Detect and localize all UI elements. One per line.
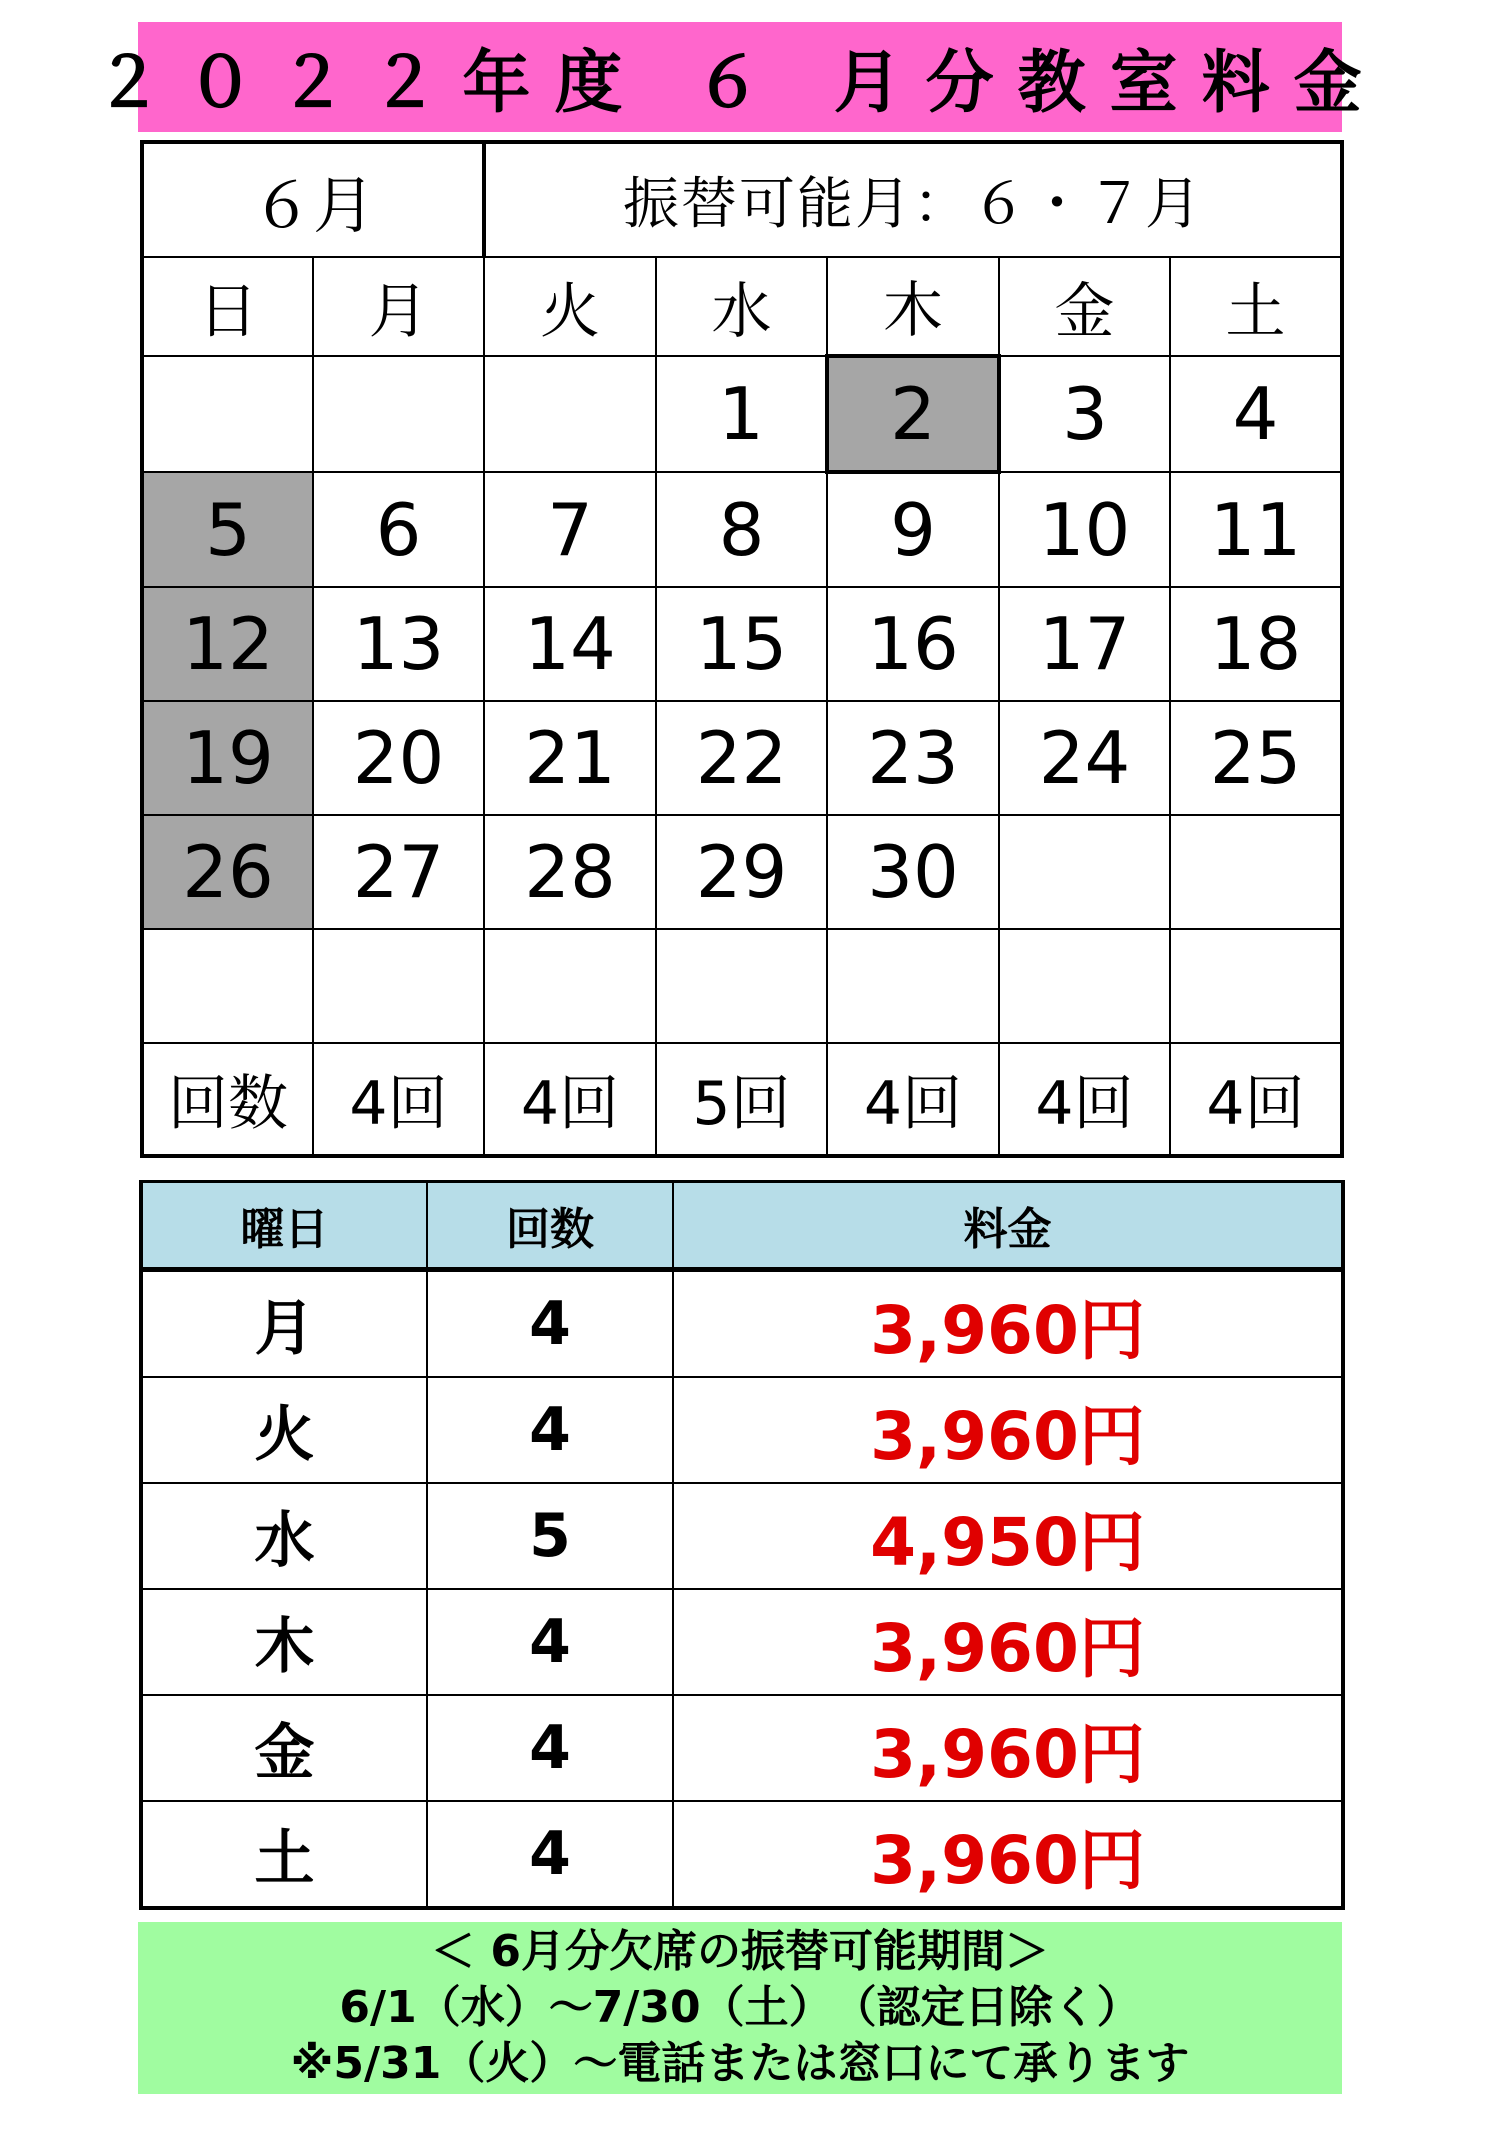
row-price: 3,960円: [673, 1801, 1343, 1908]
day-cell: 17: [999, 587, 1170, 701]
day-cell: [484, 929, 656, 1043]
header-fee: 料金: [673, 1182, 1343, 1270]
note-contact: ※5/31（火）～電話または窓口にて承ります: [290, 2038, 1190, 2089]
row-count: 4: [427, 1801, 673, 1908]
day-cell: 30: [827, 815, 999, 929]
day-cell: 1: [656, 356, 827, 472]
day-cell: [484, 356, 656, 472]
day-cell: 22: [656, 701, 827, 815]
day-cell: 6: [313, 472, 484, 587]
table-row: [141, 1589, 1343, 1695]
day-cell: 15: [656, 587, 827, 701]
note-period: 6/1（水）～7/30（土） （認定日除く）: [339, 1982, 1141, 2033]
day-cell: 9: [827, 472, 999, 587]
transfer-months: 振替可能月：６・７月: [484, 142, 1342, 257]
count-label: 回数: [142, 1043, 313, 1156]
row-price: 4,950円: [673, 1483, 1343, 1589]
day-cell: [313, 929, 484, 1043]
day-cell: [1170, 929, 1342, 1043]
row-weekday: 月: [141, 1270, 427, 1378]
day-cell: [142, 929, 313, 1043]
row-weekday: 火: [141, 1377, 427, 1483]
count-tue: 4回: [484, 1043, 656, 1156]
day-cell: 21: [484, 701, 656, 815]
day-cell: 29: [656, 815, 827, 929]
day-cell: 13: [313, 587, 484, 701]
calendar-header-row: [142, 142, 1342, 257]
day-cell: 8: [656, 472, 827, 587]
day-cell: 4: [1170, 356, 1342, 472]
header-weekday: 曜日: [141, 1182, 427, 1270]
count-sat: 4回: [1170, 1043, 1342, 1156]
day-cell: 10: [999, 472, 1170, 587]
row-count: 4: [427, 1589, 673, 1695]
day-cell: 23: [827, 701, 999, 815]
day-cell: [313, 356, 484, 472]
weekday-thu: 木: [827, 257, 999, 356]
table-row: [141, 1270, 1343, 1378]
row-weekday: 水: [141, 1483, 427, 1589]
day-cell: 20: [313, 701, 484, 815]
table-row: [141, 1483, 1343, 1589]
row-count: 4: [427, 1695, 673, 1801]
day-cell: 25: [1170, 701, 1342, 815]
day-cell: [999, 815, 1170, 929]
day-cell: 18: [1170, 587, 1342, 701]
row-count: 4: [427, 1377, 673, 1483]
row-weekday: 木: [141, 1589, 427, 1695]
weekday-fri: 金: [999, 257, 1170, 356]
day-cell-holiday: 12: [142, 587, 313, 701]
row-count: 4: [427, 1270, 673, 1378]
count-mon: 4回: [313, 1043, 484, 1156]
day-cell: [1170, 815, 1342, 929]
day-cell: 7: [484, 472, 656, 587]
row-price: 3,960円: [673, 1270, 1343, 1378]
row-weekday: 土: [141, 1801, 427, 1908]
week-row-1: [142, 356, 1342, 472]
count-wed: 5回: [656, 1043, 827, 1156]
table-row: [141, 1695, 1343, 1801]
day-cell: 14: [484, 587, 656, 701]
week-row-2: [142, 472, 1342, 587]
day-cell: 11: [1170, 472, 1342, 587]
note-heading: ＜ 6月分欠席の振替可能期間＞: [431, 1926, 1049, 1977]
fee-header-row: [141, 1182, 1343, 1270]
day-cell: [827, 929, 999, 1043]
day-cell: [656, 929, 827, 1043]
weekday-row: [142, 257, 1342, 356]
header-count: 回数: [427, 1182, 673, 1270]
day-cell: 16: [827, 587, 999, 701]
table-row: [141, 1377, 1343, 1483]
row-price: 3,960円: [673, 1377, 1343, 1483]
weekday-tue: 火: [484, 257, 656, 356]
page-title: ２０２２年度 ６ 月分教室料金: [138, 22, 1342, 132]
weekday-mon: 月: [313, 257, 484, 356]
day-cell: 27: [313, 815, 484, 929]
row-price: 3,960円: [673, 1589, 1343, 1695]
count-thu: 4回: [827, 1043, 999, 1156]
day-cell: 3: [999, 356, 1170, 472]
week-row-6: [142, 929, 1342, 1043]
row-weekday: 金: [141, 1695, 427, 1801]
weekday-sun: 日: [142, 257, 313, 356]
row-price: 3,960円: [673, 1695, 1343, 1801]
month-label: ６月: [142, 142, 484, 257]
day-cell: [999, 929, 1170, 1043]
count-fri: 4回: [999, 1043, 1170, 1156]
day-cell: [142, 356, 313, 472]
count-row: [142, 1043, 1342, 1156]
day-cell: 28: [484, 815, 656, 929]
week-row-5: [142, 815, 1342, 929]
fee-table: [139, 1180, 1345, 1910]
week-row-4: [142, 701, 1342, 815]
day-cell-holiday: 26: [142, 815, 313, 929]
day-cell-holiday: 5: [142, 472, 313, 587]
weekday-sat: 土: [1170, 257, 1342, 356]
day-cell-holiday: 2: [827, 356, 999, 472]
day-cell-holiday: 19: [142, 701, 313, 815]
row-count: 5: [427, 1483, 673, 1589]
calendar: [140, 140, 1344, 1158]
weekday-wed: 水: [656, 257, 827, 356]
table-row: [141, 1801, 1343, 1908]
week-row-3: [142, 587, 1342, 701]
transfer-period-note: [138, 1922, 1342, 2094]
day-cell: 24: [999, 701, 1170, 815]
